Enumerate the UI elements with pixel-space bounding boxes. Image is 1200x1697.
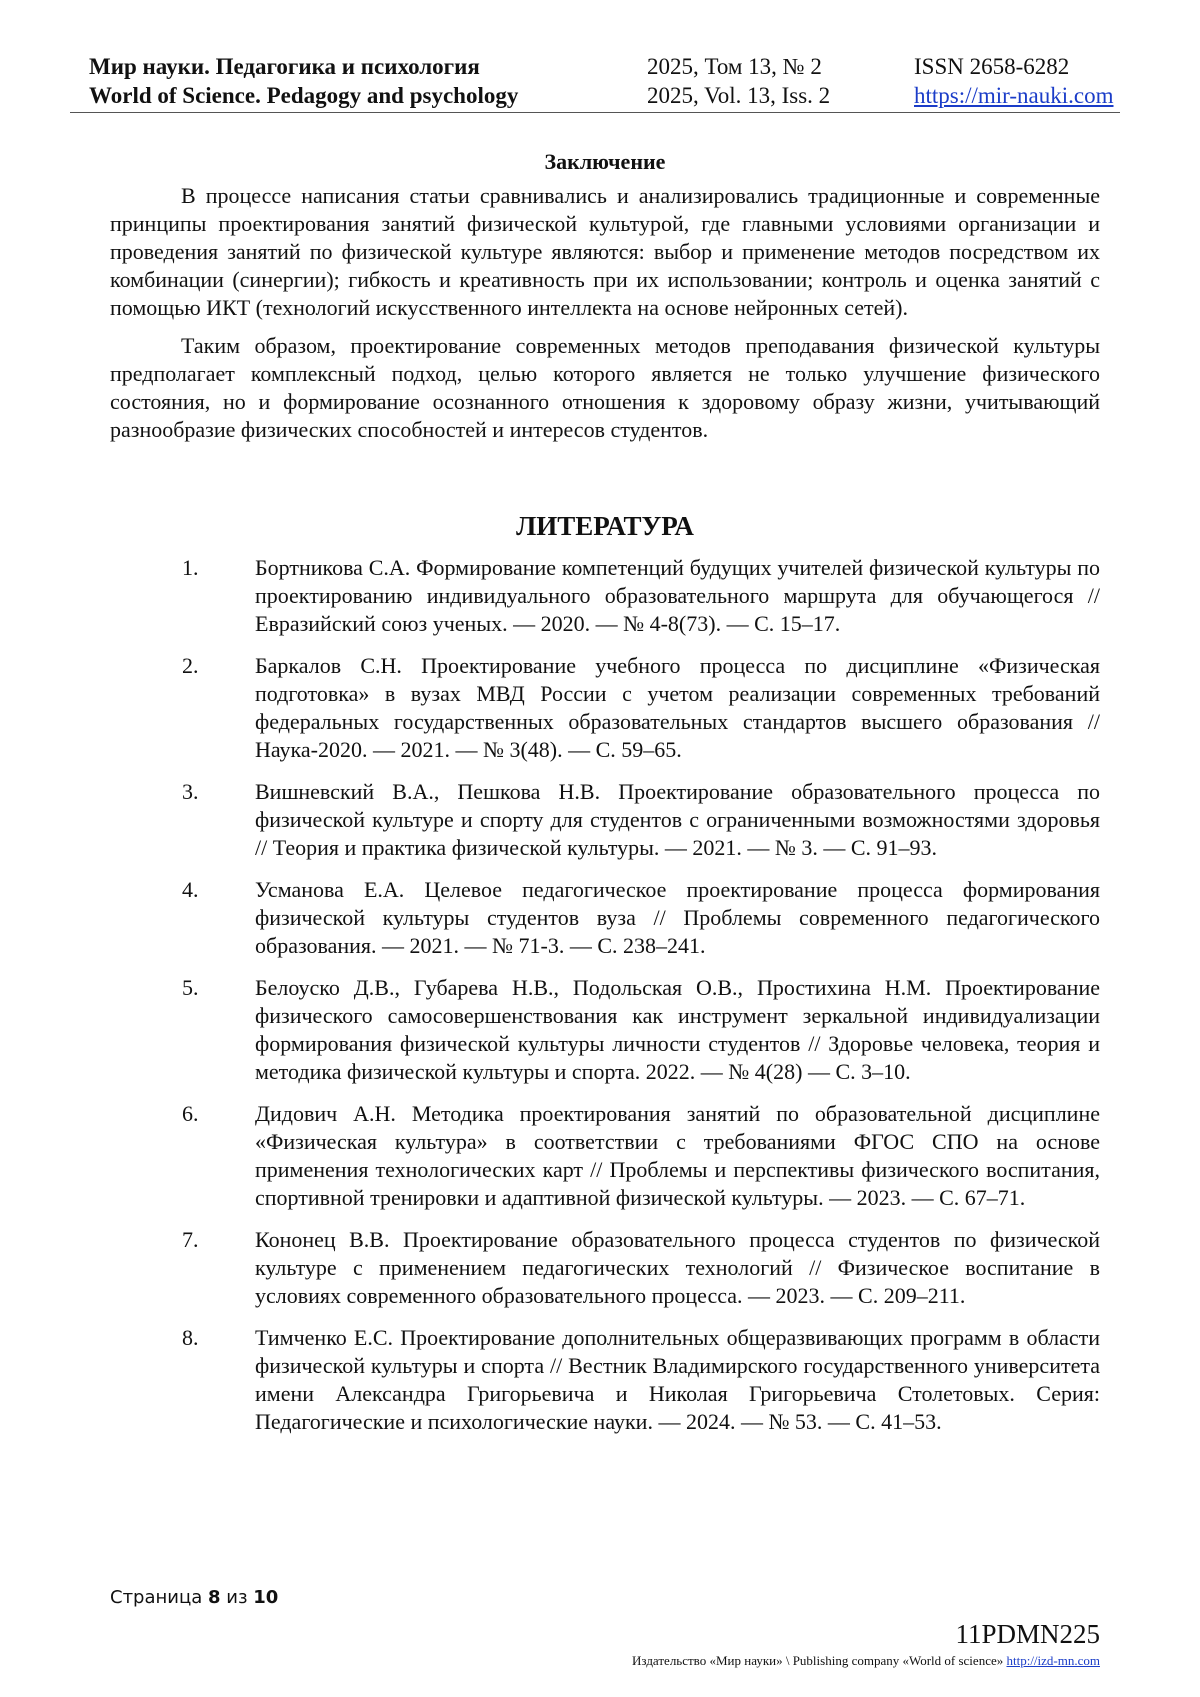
journal-title-block xyxy=(89,52,518,110)
publisher-url-link[interactable]: http://izd-mn.com xyxy=(1006,1653,1100,1668)
reference-number: 8. xyxy=(182,1325,199,1350)
reference-item xyxy=(110,778,1100,862)
issue-ru: 2025, Том 13, № 2 xyxy=(647,54,822,79)
issue-en: 2025, Vol. 13, Iss. 2 xyxy=(647,83,831,108)
reference-item xyxy=(110,1226,1100,1310)
conclusion-paragraph-2: Таким образом, проектирование современных методов преподавания физической культуры предполагает комплексный подход, целью которого является не только улучшение физического состояния, но и формирование осознанного отношения к здоровому образу жизни, учитывающий разнообразие физических способностей и интересов студентов. xyxy=(110,333,1100,442)
reference-number: 5. xyxy=(182,975,199,1000)
reference-number: 2. xyxy=(182,653,199,678)
reference-item xyxy=(110,554,1100,638)
reference-number: 3. xyxy=(182,779,199,804)
reference-text: Усманова Е.А. Целевое педагогическое проектирование процесса формирования физической культуры студентов вуза // Проблемы современного педагогического образования. — 2021. — № 71-3. — С. 238–241. xyxy=(255,877,1100,958)
publisher-text: Издательство «Мир науки» \ Publishing company «World of science» xyxy=(632,1653,1004,1668)
reference-list xyxy=(110,554,1100,1436)
literature-heading: ЛИТЕРАТУРА xyxy=(516,511,694,541)
reference-text: Баркалов С.Н. Проектирование учебного процесса по дисциплине «Физическая подготовка» в вузах МВД России с учетом реализации современных требований федеральных государственных образовательных стандартов высшего образования // Наука-2020. — 2021. — № 3(48). — С. 59–65. xyxy=(255,653,1100,762)
page-label: Страница xyxy=(110,1587,203,1608)
reference-number: 4. xyxy=(182,877,199,902)
article-body xyxy=(110,148,1100,1450)
issn: ISSN 2658-6282 xyxy=(914,54,1070,79)
journal-url-link[interactable]: https://mir-nauki.com xyxy=(914,83,1114,108)
reference-number: 1. xyxy=(182,555,199,580)
reference-item xyxy=(110,1324,1100,1436)
reference-text: Бортникова С.А. Формирование компетенций будущих учителей физической культуры по проектированию индивидуального образовательного маршрута для обучающегося // Евразийский союз ученых. — 2020. — № 4-8(73). — С. 15–17. xyxy=(255,555,1100,636)
reference-text: Тимченко Е.С. Проектирование дополнительных общеразвивающих программ в области физической культуры и спорта // Вестник Владимирского государственного университета имени Александра Григорьевича и Николая Григорьевича Столетовых. Серия: Педагогические и психологические науки. — 2024. — № 53. — С. 41–53. xyxy=(255,1325,1100,1434)
reference-number: 7. xyxy=(182,1227,199,1252)
page-counter xyxy=(110,1587,278,1608)
conclusion-paragraph-1: В процессе написания статьи сравнивались и анализировались традиционные и современные принципы проектирования занятий физической культурой, где главными условиями организации и проведения занятий по физической культуре являются: выбор и применение методов посредством их комбинации (синергии); гибкость и креативность при их использовании; контроль и оценка занятий с помощью ИКТ (технологий искусственного интеллекта на основе нейронных сетей). xyxy=(110,183,1100,320)
page-total: 10 xyxy=(253,1587,279,1608)
running-header xyxy=(89,52,1119,110)
issn-block xyxy=(914,52,1114,110)
reference-item xyxy=(110,974,1100,1086)
publisher-line xyxy=(632,1653,1100,1669)
reference-item xyxy=(110,876,1100,960)
reference-item xyxy=(110,652,1100,764)
page-of: из xyxy=(226,1587,248,1608)
journal-title-ru: Мир науки. Педагогика и психология xyxy=(89,54,480,79)
article-code: 11PDMN225 xyxy=(955,1619,1100,1649)
journal-title-en: World of Science. Pedagogy and psychology xyxy=(89,83,519,108)
reference-text: Белоуско Д.В., Губарева Н.В., Подольская О.В., Простихина Н.М. Проектирование физического самосовершенствования как инструмент зеркальной индивидуализации формирования физической культуры личности студентов // Здоровье человека, теория и методика физической культуры и спорта. 2022. — № 4(28) — С. 3–10. xyxy=(255,975,1100,1084)
reference-text: Вишневский В.А., Пешкова Н.В. Проектирование образовательного процесса по физической культуре и спорту для студентов с ограниченными возможностями здоровья // Теория и практика физической культуры. — 2021. — № 3. — С. 91–93. xyxy=(255,779,1100,860)
conclusion-heading: Заключение xyxy=(544,149,666,174)
reference-item xyxy=(110,1100,1100,1212)
issue-block xyxy=(647,52,830,110)
reference-number: 6. xyxy=(182,1101,199,1126)
reference-text: Дидович А.Н. Методика проектирования занятий по образовательной дисциплине «Физическая культура» в соответствии с требованиями ФГОС СПО на основе применения технологических карт // Проблемы и перспективы физического воспитания, спортивной тренировки и адаптивной физической культуры. — 2023. — С. 67–71. xyxy=(255,1101,1100,1210)
page-current: 8 xyxy=(208,1587,221,1608)
reference-text: Кононец В.В. Проектирование образовательного процесса студентов по физической культуре с применением педагогических технологий // Физическое воспитание в условиях современного образовательного процесса. — 2023. — С. 209–211. xyxy=(255,1227,1100,1308)
header-divider xyxy=(70,112,1120,113)
